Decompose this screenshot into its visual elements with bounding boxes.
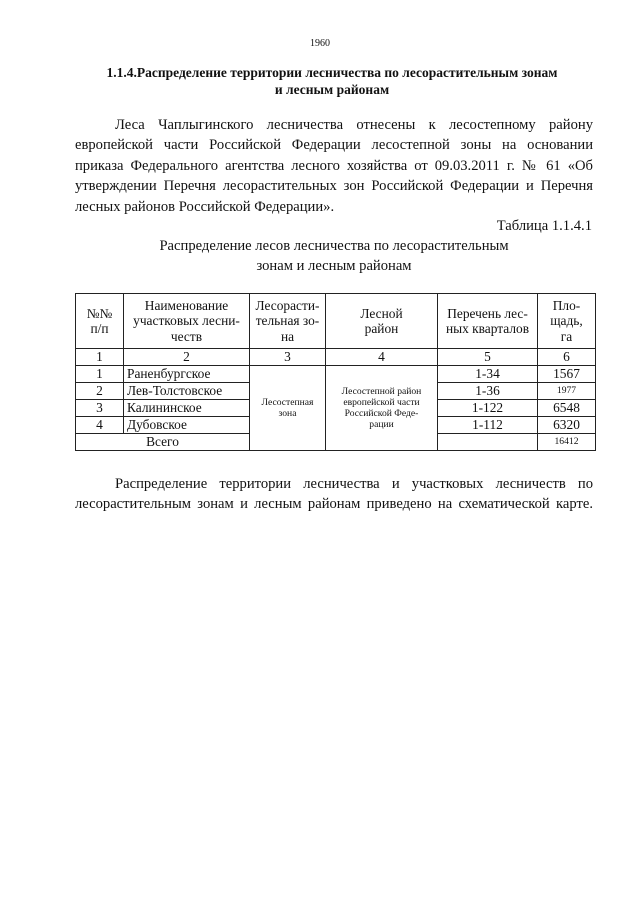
row-num: 3 [76,400,124,417]
row-quarters: 1-36 [438,383,538,400]
table-label: Таблица 1.1.4.1 [496,218,592,234]
row-area: 1977 [538,383,596,400]
closing-paragraph: Распределение территории лесничества и участковых лесничеств по лесорастительным зонам и лесным районам приведено на схематической карте. [75,476,593,513]
table-header-row [76,294,596,349]
table-caption [75,236,593,277]
section-heading-line-1: 1.1.4.Распределение территории лесничества по лесорастительным зонам [106,65,558,80]
row-num: 4 [76,417,124,434]
total-label: Всего [76,434,250,451]
column-number-row [76,349,596,366]
column-number: 5 [438,349,538,366]
page-number: 1960 [310,38,330,49]
table-row [76,366,596,383]
forest-distribution-table [75,293,596,451]
table-caption-line-2: зонам и лесным районам [256,258,412,275]
row-name: Раненбургское [124,366,250,383]
column-number: 2 [124,349,250,366]
section-heading-line-2: и лесным районам [274,82,390,97]
column-number: 1 [76,349,124,366]
row-name: Калининское [124,400,250,417]
header-zone: Лесорасти- тельная зо- на [250,294,326,349]
header-district: Лесной район [326,294,438,349]
row-quarters: 1-122 [438,400,538,417]
row-area: 6548 [538,400,596,417]
row-quarters: 1-34 [438,366,538,383]
column-number: 6 [538,349,596,366]
header-num: №№ п/п [76,294,124,349]
row-quarters: 1-112 [438,417,538,434]
intro-paragraph: Леса Чаплыгинского лесничества отнесены к лесостепному району европейской части Российской Федерации лесостепной зоны на основании приказа Федерального агентства лесного хозяйства от 09.03.2011 г. № 61 «Об утверждении Перечня лесорастительных зон Российской Федерации и Перечня лесных районов Российской Федерации». [75,117,593,215]
district-cell: Лесостепной район европейской части Российской Феде- рации [326,366,438,451]
total-quarters [438,434,538,451]
section-heading [72,64,592,98]
header-name: Наименование участковых лесни- честв [124,294,250,349]
row-num: 1 [76,366,124,383]
zone-cell: Лесостепная зона [250,366,326,451]
column-number: 3 [250,349,326,366]
row-num: 2 [76,383,124,400]
row-area: 6320 [538,417,596,434]
row-area: 1567 [538,366,596,383]
column-number: 4 [326,349,438,366]
header-area: Пло- щадь, га [538,294,596,349]
table-caption-line-1: Распределение лесов лесничества по лесорастительным [159,238,509,254]
row-name: Лев-Толстовское [124,383,250,400]
total-area: 16412 [538,434,596,451]
row-name: Дубовское [124,417,250,434]
header-quarters: Перечень лес- ных кварталов [438,294,538,349]
